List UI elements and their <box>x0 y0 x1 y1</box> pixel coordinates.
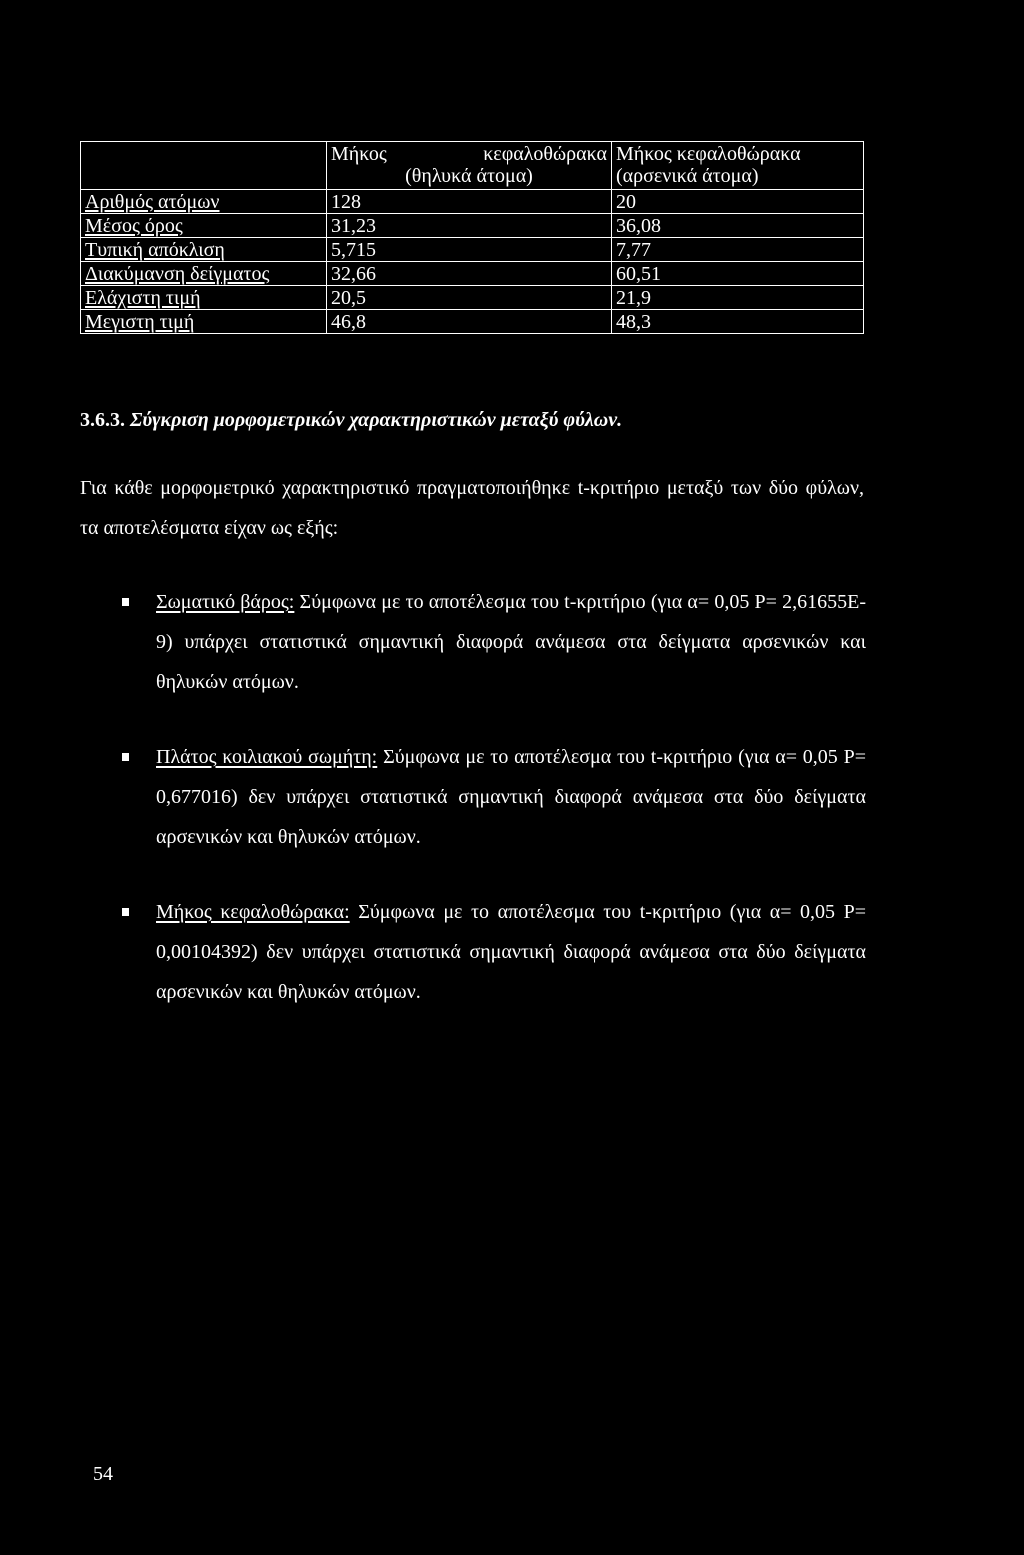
list-item <box>122 737 866 857</box>
table-row <box>81 310 864 334</box>
male-value: 21,9 <box>612 286 864 310</box>
intro-paragraph: Για κάθε μορφομετρικό χαρακτηριστικό πραγματοποιήθηκε t-κριτήριο μεταξύ των δύο φύλων, τα αποτελέσματα είχαν ως εξής: <box>80 477 864 539</box>
finding-label: Μήκος κεφαλοθώρακα: <box>156 901 350 923</box>
section-heading <box>80 407 622 433</box>
square-bullet-icon <box>122 753 129 761</box>
female-value: 31,23 <box>327 214 612 238</box>
square-bullet-icon <box>122 598 129 606</box>
square-bullet-icon <box>122 908 129 916</box>
finding-text: Σύμφωνα με το αποτέλεσμα του t-κριτήριο (για α= 0,05 P= 0,677016) δεν υπάρχει στατιστικά σημαντική διαφορά ανάμεσα στα δύο δείγματα αρσενικών και θηλυκών ατόμων. <box>156 746 867 848</box>
section-number: 3.6.3. <box>80 409 125 431</box>
header-female-word: κεφαλοθώρακα <box>483 143 607 165</box>
row-label: Ελάχιστη τιμή <box>85 287 201 309</box>
female-value: 5,715 <box>327 238 612 262</box>
section-title: Σύγκριση μορφομετρικών χαρακτηριστικών μεταξύ φύλων. <box>130 409 623 431</box>
header-male-subtitle: (αρσενικά άτομα) <box>616 165 759 187</box>
table-row <box>81 262 864 286</box>
findings-list <box>122 582 866 1047</box>
row-label: Διακύμανση δείγματος <box>85 263 270 285</box>
male-value: 60,51 <box>612 262 864 286</box>
list-item <box>122 582 866 702</box>
header-female-cell <box>327 142 612 190</box>
male-value: 36,08 <box>612 214 864 238</box>
table-header-row <box>81 142 864 190</box>
table-row <box>81 190 864 214</box>
table-corner-cell <box>81 142 327 190</box>
female-value: 20,5 <box>327 286 612 310</box>
finding-label: Σωματικό βάρος: <box>156 591 295 613</box>
table-row <box>81 286 864 310</box>
row-label: Μέσος όρος <box>85 215 183 237</box>
female-value: 128 <box>327 190 612 214</box>
statistics-table <box>80 141 864 334</box>
page-number: 54 <box>93 1463 113 1485</box>
male-value: 7,77 <box>612 238 864 262</box>
header-male-title: Μήκος κεφαλοθώρακα <box>616 143 801 165</box>
row-label: Μεγιστη τιμή <box>85 311 195 333</box>
header-female-word: Μήκος <box>331 143 387 165</box>
row-label: Αριθμός ατόμων <box>85 191 220 213</box>
header-female-subtitle: (θηλυκά άτομα) <box>405 165 533 187</box>
list-item <box>122 892 866 1012</box>
male-value: 48,3 <box>612 310 864 334</box>
finding-text: Σύμφωνα με το αποτέλεσμα του t-κριτήριο (για α= 0,05 P= 0,00104392) δεν υπάρχει στατιστικά σημαντική διαφορά ανάμεσα στα δύο δείγματα αρσενικών και θηλυκών ατόμων. <box>156 901 867 1003</box>
male-value: 20 <box>612 190 864 214</box>
row-label: Τυπική απόκλιση <box>85 239 225 261</box>
finding-text: Σύμφωνα με το αποτέλεσμα του t-κριτήριο (για α= 0,05 P= 2,61655E-9) υπάρχει στατιστικά σημαντική διαφορά ανάμεσα στα δείγματα αρσενικών και θηλυκών ατόμων. <box>156 591 866 693</box>
female-value: 46,8 <box>327 310 612 334</box>
header-male-cell <box>612 142 864 190</box>
female-value: 32,66 <box>327 262 612 286</box>
table-row <box>81 238 864 262</box>
finding-label: Πλάτος κοιλιακού σωμήτη: <box>156 746 378 768</box>
table-row <box>81 214 864 238</box>
